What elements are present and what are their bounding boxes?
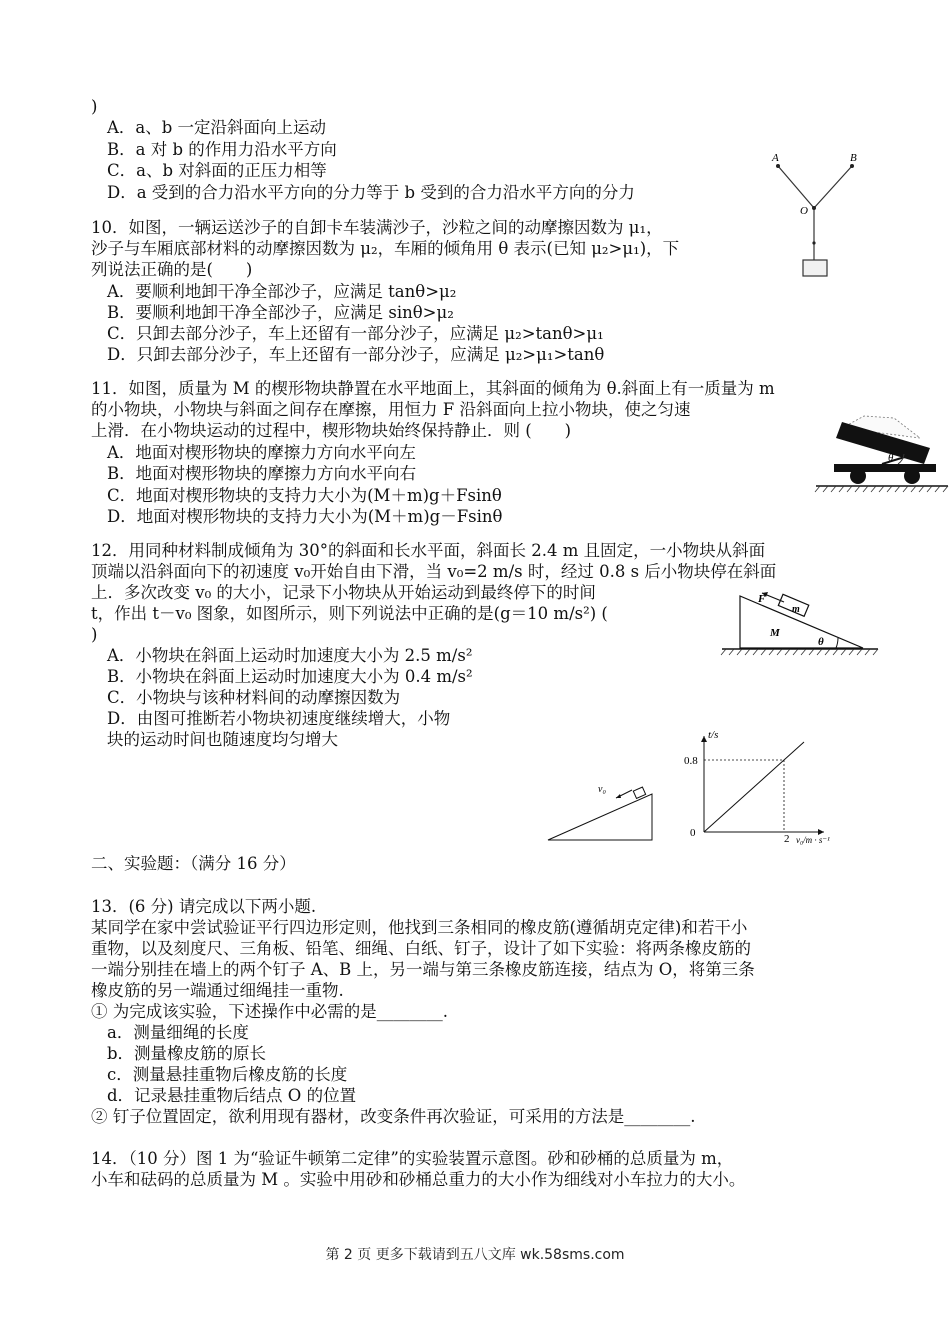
t-v0-graph	[686, 726, 856, 850]
q13-line-3: 重物，以及刻度尺、三角板、铅笔、细绳、白纸、钉子，设计了如下实验：将两条橡皮筋的	[91, 939, 751, 958]
origin-label: 0	[690, 827, 696, 839]
q10-line-3: 列说法正确的是( )	[91, 260, 253, 279]
q12-option-d: D．由图可推断若小物块初速度继续增大，小物	[107, 709, 451, 728]
q13-line-4: 一端分别挂在墙上的两个钉子 A、B 上，另一端与第三条橡皮筋连接，结点为 O，将第三条	[91, 960, 755, 979]
q10-option-a: A．要顺利地卸干净全部沙子，应满足 tanθ>μ₂	[107, 282, 457, 301]
nail-b	[850, 164, 854, 168]
label-theta: θ	[818, 636, 824, 648]
x-tick-label: 2	[784, 833, 790, 845]
data-line	[704, 742, 804, 832]
label-v0: v₀	[598, 784, 606, 795]
wedge-figure	[718, 588, 882, 660]
q12-line-4: t，作出 t－v₀ 图象，如图所示，则下列说法中正确的是(g＝10 m/s²) (	[91, 604, 608, 623]
q11-option-b: B．地面对楔形物块的摩擦力方向水平向右	[107, 464, 417, 483]
x-axis-label: v₀/m · s⁻¹	[796, 835, 830, 845]
hanging-weight-figure	[762, 148, 872, 284]
v0-arrowhead	[616, 794, 621, 798]
q11-line-3: 上滑．在小物块运动的过程中，楔形物块始终保持静止．则 ( )	[91, 421, 572, 440]
label-b: B	[850, 152, 857, 164]
truck-chassis	[834, 464, 936, 472]
truck-ground-hatch	[815, 486, 948, 492]
hook-point	[812, 241, 815, 244]
q13-option-d: d．记录悬挂重物后结点 O 的位置	[107, 1086, 357, 1105]
string-oa	[778, 166, 814, 208]
q11-option-c: C．地面对楔形物块的支持力大小为(M＋m)g＋Fsinθ	[107, 486, 502, 505]
nail-a	[776, 164, 780, 168]
y-axis-label: t/s	[708, 729, 719, 741]
q10-line-1: 10．如图，一辆运送沙子的自卸卡车装满沙子，沙粒之间的动摩擦因数为 μ₁，	[91, 218, 663, 237]
q13-line-6: ① 为完成该实验，下述操作中必需的是________.	[91, 1002, 448, 1021]
wheel-rear	[904, 468, 920, 484]
string-ob	[814, 166, 852, 208]
dump-truck-figure	[812, 408, 952, 494]
page-footer: 第 2 页 更多下载请到五八文库 wk.58sms.com	[325, 1247, 625, 1263]
q13-option-c: c．测量悬挂重物后橡皮筋的长度	[107, 1065, 348, 1084]
wedge-ground-hatch	[721, 649, 878, 655]
q13-line-2: 某同学在家中尝试验证平行四边形定则，他找到三条相同的橡皮筋(遵循胡克定律)和若干小	[91, 918, 748, 937]
label-m-small: m	[792, 604, 800, 615]
q14-line-1: 14．（10 分）图 1 为“验证牛顿第二定律”的实验装置示意图。砂和砂桶的总质量为 m，	[91, 1149, 734, 1168]
knot-o	[812, 206, 816, 210]
incline-block	[633, 787, 645, 798]
q12-line-3: 上．多次改变 v₀ 的大小，记录下小物块从开始运动到最终停下的时间	[91, 583, 596, 602]
q12-line-2: 顶端以沿斜面向下的初速度 v₀开始自由下滑，当 v₀=2 m/s 时，经过 0.8 s 后小物块停在斜面	[91, 562, 777, 581]
q9-option-b: B．a 对 b 的作用力沿水平方向	[107, 140, 337, 159]
label-a: A	[772, 152, 779, 164]
label-o: O	[800, 205, 808, 217]
q12-line-5: )	[91, 625, 98, 644]
q11-line-2: 的小物块，小物块与斜面之间存在摩擦，用恒力 F 沿斜面向上拉小物块，使之匀速	[91, 400, 691, 419]
q9-option-a: A．a、b 一定沿斜面向上运动	[107, 118, 327, 137]
hydraulic-arm	[882, 456, 908, 464]
q9-option-d: D．a 受到的合力沿水平方向的分力等于 b 受到的合力沿水平方向的分力	[107, 183, 635, 202]
incline-figure	[540, 770, 662, 846]
q12-line-1: 12．用同种材料制成倾角为 30°的斜面和长水平面，斜面长 2.4 m 且固定，一小物块从斜面	[91, 541, 766, 560]
q11-line-1: 11．如图，质量为 M 的楔形物块静置在水平地面上，其斜面的倾角为 θ.斜面上有一质量为 m	[91, 379, 775, 398]
q12-option-a: A．小物块在斜面上运动时加速度大小为 2.5 m/s²	[107, 646, 473, 665]
q12-option-b: B．小物块在斜面上运动时加速度大小为 0.4 m/s²	[107, 667, 473, 686]
label-m-big: M	[770, 627, 780, 639]
q13-part2: ② 钉子位置固定，欲利用现有器材，改变条件再次验证，可采用的方法是________.	[91, 1107, 696, 1126]
q12-option-c: C．小物块与该种材料间的动摩擦因数为	[107, 688, 401, 707]
y-tick-label: 0.8	[684, 755, 698, 767]
q11-option-d: D．地面对楔形物块的支持力大小为(M＋m)g－Fsinθ	[107, 507, 503, 526]
q10-line-2: 沙子与车厢底部材料的动摩擦因数为 μ₂，车厢的倾角用 θ 表示(已知 μ₂>μ₁)，下	[91, 239, 680, 258]
q13-option-a: a．测量细绳的长度	[107, 1023, 249, 1042]
q10-option-c: C．只卸去部分沙子，车上还留有一部分沙子，应满足 μ₂>tanθ>μ₁	[107, 324, 604, 343]
q10-option-d: D．只卸去部分沙子，车上还留有一部分沙子，应满足 μ₂>μ₁>tanθ	[107, 345, 605, 364]
q12-option-d-cont: 块的运动时间也随速度均匀增大	[107, 730, 338, 749]
q11-option-a: A．地面对楔形物块的摩擦力方向水平向左	[107, 443, 416, 462]
q13-option-b: b．测量橡皮筋的原长	[107, 1044, 267, 1063]
y-axis-arrowhead	[701, 736, 707, 742]
truck-theta-label: θ	[888, 452, 894, 464]
q9-option-c: C．a、b 对斜面的正压力相等	[107, 161, 327, 180]
q13-line-1: 13．(6 分) 请完成以下两小题.	[91, 897, 317, 916]
weight-block	[803, 260, 827, 276]
label-f: F	[758, 593, 766, 605]
q14-line-2: 小车和砝码的总质量为 M 。实验中用砂和砂桶总重力的大小作为细线对小车拉力的大小。	[91, 1170, 746, 1189]
section-title: 二、实验题：（满分 16 分）	[91, 854, 296, 873]
wheel-front	[850, 468, 866, 484]
incline	[548, 794, 652, 840]
q9-tail: )	[91, 97, 98, 116]
q10-option-b: B．要顺利地卸干净全部沙子，应满足 sinθ>μ₂	[107, 303, 454, 322]
q13-line-5: 橡皮筋的另一端通过细绳挂一重物.	[91, 981, 344, 1000]
